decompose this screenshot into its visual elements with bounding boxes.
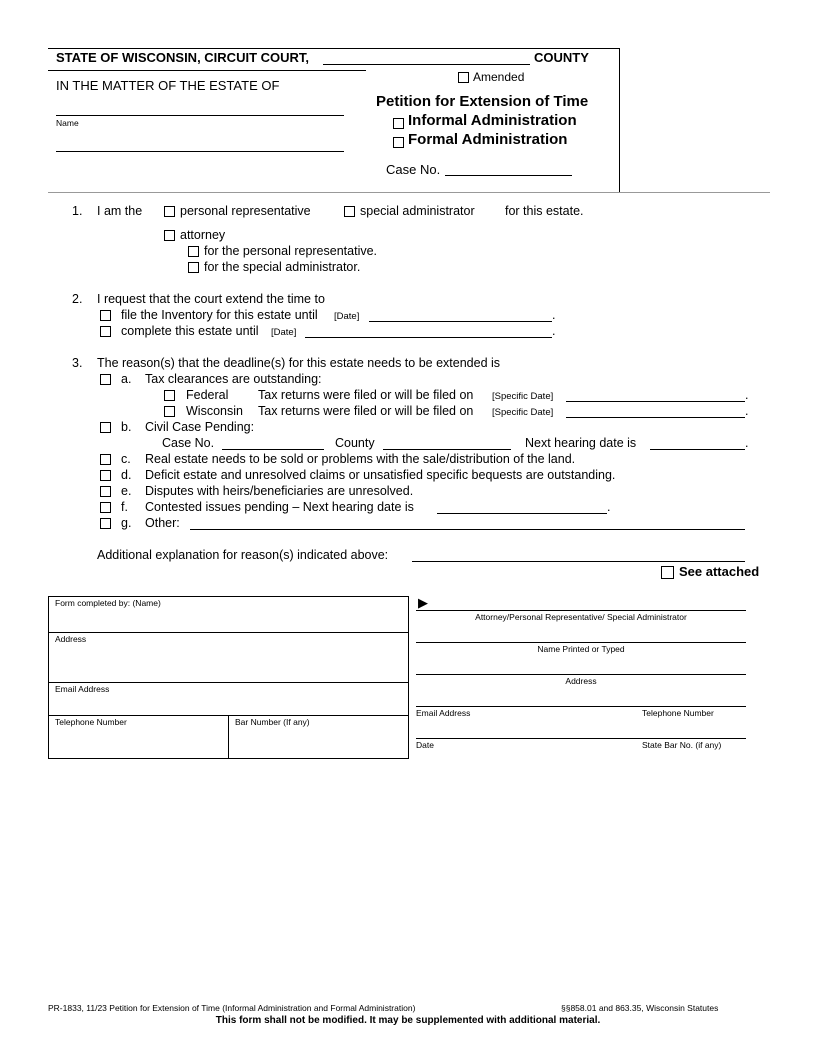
wisconsin-period: .	[745, 404, 749, 418]
case-no-field[interactable]	[445, 175, 572, 176]
signature-field[interactable]	[416, 610, 746, 611]
signer-address-field[interactable]	[416, 674, 746, 675]
reason-a-checkbox[interactable]	[100, 374, 111, 385]
for-sa-checkbox[interactable]	[188, 262, 199, 273]
amended-checkbox[interactable]	[458, 72, 469, 83]
federal-period: .	[745, 388, 749, 402]
federal-date-field[interactable]	[566, 401, 745, 402]
inventory-date-field[interactable]	[369, 321, 552, 322]
complete-estate-checkbox[interactable]	[100, 326, 111, 337]
inventory-period: .	[552, 308, 556, 322]
reason-a-label: Tax clearances are outstanding:	[145, 372, 322, 386]
special-admin-checkbox[interactable]	[344, 206, 355, 217]
footer-statutes: §§858.01 and 863.35, Wisconsin Statutes	[561, 1003, 719, 1013]
federal-label: Federal	[186, 388, 229, 402]
attorney-label: attorney	[180, 228, 226, 242]
county-name-field[interactable]	[323, 64, 530, 65]
estate-matter-label: IN THE MATTER OF THE ESTATE OF	[56, 78, 280, 93]
reason-a-letter: a.	[121, 372, 132, 386]
for-pr-label: for the personal representative.	[204, 244, 378, 258]
additional-explanation-field[interactable]	[412, 561, 745, 562]
county-label: COUNTY	[534, 50, 589, 65]
wisconsin-date-field[interactable]	[566, 417, 745, 418]
reason-g-checkbox[interactable]	[100, 518, 111, 529]
reason-e-checkbox[interactable]	[100, 486, 111, 497]
personal-rep-checkbox[interactable]	[164, 206, 175, 217]
for-sa-label: for the special administrator.	[204, 260, 361, 274]
signer-date-label: Date	[416, 740, 434, 750]
wisconsin-checkbox[interactable]	[164, 406, 175, 417]
reason-f-letter: f.	[121, 500, 128, 514]
amended-label: Amended	[473, 70, 525, 84]
civil-county-label: County	[335, 436, 375, 450]
reason-c-letter: c.	[121, 452, 131, 466]
request-label: I request that the court extend the time to	[97, 292, 325, 306]
wisconsin-tax-label: Tax returns were filed or will be filed on	[258, 404, 474, 418]
reason-g-letter: g.	[121, 516, 132, 530]
decedent-name-field[interactable]	[56, 115, 344, 116]
completed-box-rule-1	[48, 632, 409, 633]
federal-checkbox[interactable]	[164, 390, 175, 401]
wisconsin-date-tag: [Specific Date]	[492, 407, 554, 418]
reasons-label: The reason(s) that the deadline(s) for this estate needs to be extended is	[97, 356, 501, 370]
reason-d-label: Deficit estate and unresolved claims or unsatisfied specific bequests are outstanding.	[145, 468, 616, 482]
completed-by-email-label: Email Address	[55, 684, 110, 694]
header-top-rule	[48, 48, 620, 49]
for-estate-label: for this estate.	[505, 204, 584, 218]
civil-case-no-label: Case No.	[162, 436, 215, 450]
completed-by-name-label: Form completed by: (Name)	[55, 598, 161, 608]
name-printed-field[interactable]	[416, 642, 746, 643]
inventory-checkbox[interactable]	[100, 310, 111, 321]
contested-period: .	[607, 500, 611, 514]
reason-g-label: Other:	[145, 516, 180, 530]
personal-rep-label: personal representative	[180, 204, 311, 218]
civil-period: .	[745, 436, 749, 450]
informal-admin-label: Informal Administration	[408, 112, 577, 129]
signer-date-bar-field[interactable]	[416, 738, 746, 739]
reason-b-checkbox[interactable]	[100, 422, 111, 433]
reason-c-checkbox[interactable]	[100, 454, 111, 465]
i-am-the-label: I am the	[97, 204, 143, 218]
complete-date-field[interactable]	[305, 337, 552, 338]
reason-f-checkbox[interactable]	[100, 502, 111, 513]
completed-by-telephone-label: Telephone Number	[55, 717, 127, 727]
completed-by-address-label: Address	[55, 634, 87, 644]
signer-state-bar-label: State Bar No. (if any)	[642, 740, 722, 750]
footer-notice: This form shall not be modified. It may be supplemented with additional material.	[215, 1015, 601, 1026]
header-right-rule	[619, 48, 620, 192]
complete-period: .	[552, 324, 556, 338]
signer-label: Attorney/Personal Representative/ Special Administrator	[475, 612, 687, 622]
signer-email-phone-field[interactable]	[416, 706, 746, 707]
wisconsin-label: Wisconsin	[186, 404, 243, 418]
name-printed-label: Name Printed or Typed	[537, 644, 625, 654]
see-attached-label: See attached	[679, 564, 760, 579]
matter-rule	[48, 70, 366, 71]
federal-tax-label: Tax returns were filed or will be filed on	[258, 388, 474, 402]
for-pr-checkbox[interactable]	[188, 246, 199, 257]
reason-f-label: Contested issues pending – Next hearing date is	[145, 500, 414, 514]
inventory-label: file the Inventory for this estate until	[121, 308, 318, 322]
item1-number: 1.	[72, 204, 83, 218]
formal-admin-checkbox[interactable]	[393, 137, 404, 148]
item2-number: 2.	[72, 292, 83, 306]
case-no-label: Case No.	[386, 162, 441, 177]
informal-admin-checkbox[interactable]	[393, 118, 404, 129]
contested-hearing-date-field[interactable]	[437, 513, 607, 514]
complete-date-tag: [Date]	[271, 327, 297, 338]
reason-e-label: Disputes with heirs/beneficiaries are unresolved.	[145, 484, 414, 498]
civil-case-no-field[interactable]	[222, 449, 324, 450]
reason-d-checkbox[interactable]	[100, 470, 111, 481]
civil-next-hearing-label: Next hearing date is	[525, 436, 637, 450]
item3-number: 3.	[72, 356, 83, 370]
federal-date-tag: [Specific Date]	[492, 391, 554, 402]
additional-explanation-label: Additional explanation for reason(s) indicated above:	[97, 548, 389, 562]
special-admin-label: special administrator	[360, 204, 475, 218]
see-attached-checkbox[interactable]	[661, 566, 674, 579]
form-title: Petition for Extension of Time	[376, 93, 589, 110]
attorney-checkbox[interactable]	[164, 230, 175, 241]
reason-c-label: Real estate needs to be sold or problems with the sale/distribution of the land.	[145, 452, 576, 466]
signer-email-label: Email Address	[416, 708, 471, 718]
completed-box-divider	[228, 715, 229, 759]
state-court-label: STATE OF WISCONSIN, CIRCUIT COURT,	[56, 50, 310, 65]
reason-e-letter: e.	[121, 484, 132, 498]
decedent-name-line-2[interactable]	[56, 151, 344, 152]
header-bottom-rule	[48, 192, 770, 193]
completed-box-rule-2	[48, 682, 409, 683]
civil-county-field[interactable]	[383, 449, 511, 450]
reason-b-label: Civil Case Pending:	[145, 420, 255, 434]
other-reason-field[interactable]	[190, 529, 745, 530]
reason-b-letter: b.	[121, 420, 132, 434]
signer-address-label: Address	[565, 676, 597, 686]
name-caption: Name	[56, 118, 79, 128]
inventory-date-tag: [Date]	[334, 311, 360, 322]
signature-arrow-icon: ▶	[418, 595, 428, 610]
formal-admin-label: Formal Administration	[408, 131, 568, 148]
signer-telephone-label: Telephone Number	[642, 708, 714, 718]
reason-d-letter: d.	[121, 468, 132, 482]
footer-form-id: PR-1833, 11/23 Petition for Extension of Time (Informal Administration and Formal Administration)	[48, 1003, 416, 1013]
completed-by-bar-label: Bar Number (If any)	[235, 717, 310, 727]
complete-estate-label: complete this estate until	[121, 324, 259, 338]
civil-hearing-date-field[interactable]	[650, 449, 745, 450]
